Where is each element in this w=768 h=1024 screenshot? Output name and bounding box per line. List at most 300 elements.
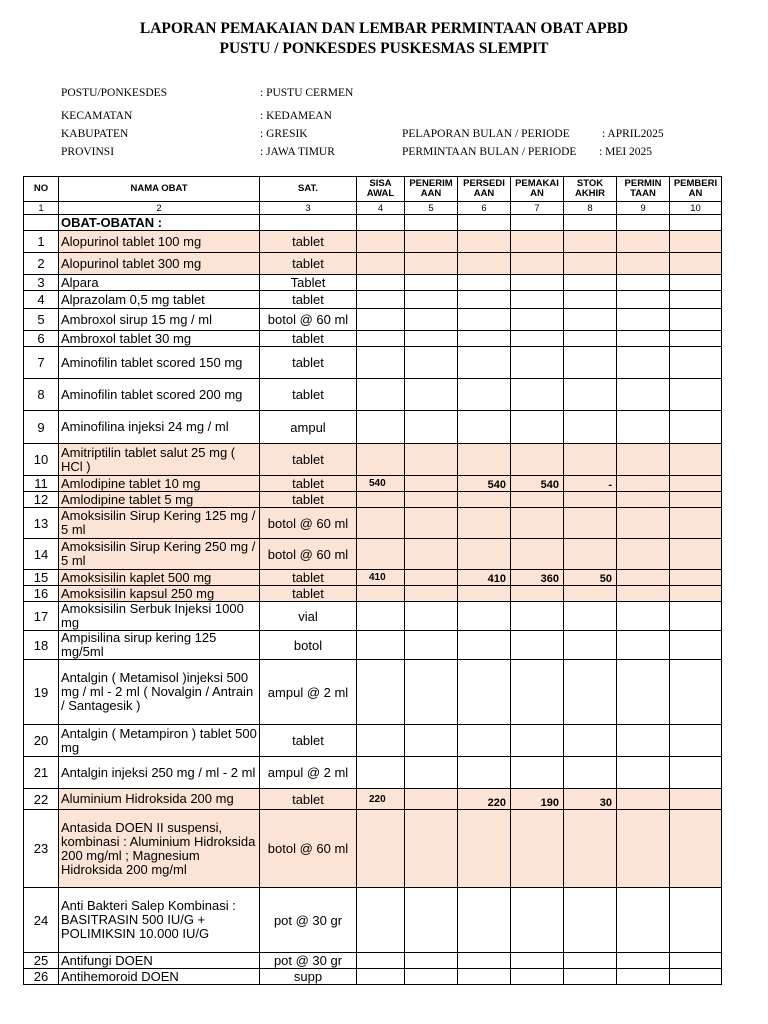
cell-persediaan: [458, 810, 511, 888]
cell-pemakaian: [511, 810, 564, 888]
cell-pemakaian: [511, 725, 564, 757]
column-number: 1: [24, 202, 59, 215]
pelaporan-value: : APRIL2025: [602, 128, 664, 140]
cell-penerimaan: [405, 757, 458, 789]
drug-name: Ampisilina sirup kering 125 mg/5ml: [59, 631, 260, 660]
cell-penerimaan: [405, 253, 458, 275]
cell-permintaan: [617, 309, 670, 331]
table-row: [24, 476, 722, 492]
cell-penerimaan: [405, 969, 458, 985]
cell-pemberian: [670, 492, 722, 508]
table-row: [24, 253, 722, 275]
cell-persediaan: [458, 586, 511, 602]
cell-penerimaan: [405, 631, 458, 660]
cell-stok: [564, 953, 617, 969]
drug-unit: tablet: [260, 253, 357, 275]
cell-persediaan: [458, 660, 511, 725]
cell-permintaan: [617, 291, 670, 309]
cell-sisa: [357, 411, 405, 444]
cell-penerimaan: [405, 291, 458, 309]
cell-penerimaan: [405, 725, 458, 757]
column-number: 5: [405, 202, 458, 215]
row-number: 3: [24, 275, 59, 291]
cell-persediaan: [458, 331, 511, 347]
table-row: [24, 631, 722, 660]
cell-stok: [564, 331, 617, 347]
cell-stok: [564, 231, 617, 253]
cell-sisa: [357, 631, 405, 660]
cell-penerimaan: [405, 444, 458, 476]
cell-permintaan: [617, 631, 670, 660]
column-number: 7: [511, 202, 564, 215]
cell-permintaan: [617, 969, 670, 985]
cell-persediaan: 540: [458, 476, 511, 492]
cell-pemberian: [670, 508, 722, 539]
cell-penerimaan: [405, 309, 458, 331]
drug-unit: tablet: [260, 570, 357, 586]
cell-permintaan: [617, 275, 670, 291]
row-number: 13: [24, 508, 59, 539]
cell-permintaan: [617, 253, 670, 275]
cell-penerimaan: [405, 347, 458, 379]
drug-unit: ampul @ 2 ml: [260, 757, 357, 789]
header-sisa-awal: SISA AWAL: [357, 177, 405, 202]
cell-penerimaan: [405, 660, 458, 725]
drug-unit: Tablet: [260, 275, 357, 291]
column-number: 4: [357, 202, 405, 215]
cell-stok: [564, 291, 617, 309]
row-number: 20: [24, 725, 59, 757]
cell-pemberian: [670, 789, 722, 810]
cell-pemberian: [670, 570, 722, 586]
cell-permintaan: [617, 492, 670, 508]
cell-permintaan: [617, 810, 670, 888]
cell-pemakaian: [511, 379, 564, 411]
cell-pemakaian: [511, 275, 564, 291]
cell-stok: [564, 444, 617, 476]
drug-name: Anti Bakteri Salep Kombinasi : BASITRASIN 500 IU/G + POLIMIKSIN 10.000 IU/G: [59, 888, 260, 953]
cell-pemberian: [670, 347, 722, 379]
drug-name: Amoksisilin Sirup Kering 250 mg / 5 ml: [59, 539, 260, 570]
table-row: [24, 508, 722, 539]
cell-sisa: [357, 231, 405, 253]
cell-pemberian: [670, 725, 722, 757]
cell-sisa: [357, 331, 405, 347]
cell-penerimaan: [405, 586, 458, 602]
cell-permintaan: [617, 476, 670, 492]
cell-sisa: [357, 725, 405, 757]
column-number: 6: [458, 202, 511, 215]
cell-persediaan: [458, 602, 511, 631]
cell-pemakaian: [511, 253, 564, 275]
drug-unit: pot @ 30 gr: [260, 953, 357, 969]
header-permintaan: PERMIN TAAN: [617, 177, 670, 202]
drug-unit: tablet: [260, 291, 357, 309]
cell-penerimaan: [405, 379, 458, 411]
drug-name: Antihemoroid DOEN: [59, 969, 260, 985]
cell-sisa: [357, 586, 405, 602]
row-number: 2: [24, 253, 59, 275]
row-number: 21: [24, 757, 59, 789]
table-row: [24, 602, 722, 631]
drug-unit: tablet: [260, 231, 357, 253]
cell-persediaan: 410: [458, 570, 511, 586]
cell-pemberian: [670, 476, 722, 492]
drug-unit: tablet: [260, 492, 357, 508]
drug-table: [23, 176, 722, 985]
row-number: 17: [24, 602, 59, 631]
table-row: [24, 757, 722, 789]
cell-pemakaian: [511, 309, 564, 331]
drug-unit: pot @ 30 gr: [260, 888, 357, 953]
row-number: 7: [24, 347, 59, 379]
cell-persediaan: [458, 508, 511, 539]
cell-persediaan: [458, 291, 511, 309]
row-number: 24: [24, 888, 59, 953]
cell-pemakaian: [511, 444, 564, 476]
drug-name: Antalgin injeksi 250 mg / ml - 2 ml: [59, 757, 260, 789]
drug-name: Antalgin ( Metampiron ) tablet 500 mg: [59, 725, 260, 757]
cell-penerimaan: [405, 476, 458, 492]
drug-name: Alopurinol tablet 300 mg: [59, 253, 260, 275]
cell-pemakaian: [511, 331, 564, 347]
cell-permintaan: [617, 379, 670, 411]
drug-unit: botol @ 60 ml: [260, 810, 357, 888]
cell-pemberian: [670, 888, 722, 953]
column-number: 10: [670, 202, 722, 215]
row-number: 19: [24, 660, 59, 725]
cell-pemakaian: [511, 347, 564, 379]
cell-stok: [564, 309, 617, 331]
cell-pemberian: [670, 379, 722, 411]
drug-name: Amoksisilin Sirup Kering 125 mg / 5 ml: [59, 508, 260, 539]
drug-name: Antalgin ( Metamisol )injeksi 500 mg / ml - 2 ml ( Novalgin / Antrain / Santagesik ): [59, 660, 260, 725]
drug-name: Aminofilin tablet scored 200 mg: [59, 379, 260, 411]
cell-stok: [564, 757, 617, 789]
table-row: [24, 586, 722, 602]
drug-unit: botol @ 60 ml: [260, 539, 357, 570]
table-row: [24, 492, 722, 508]
cell-persediaan: [458, 231, 511, 253]
drug-name: Antifungi DOEN: [59, 953, 260, 969]
cell-stok: [564, 586, 617, 602]
cell-permintaan: [617, 586, 670, 602]
kabupaten-value: : GRESIK: [260, 128, 308, 140]
row-number: 8: [24, 379, 59, 411]
row-number: 9: [24, 411, 59, 444]
report-title-line-1: LAPORAN PEMAKAIAN DAN LEMBAR PERMINTAAN OBAT APBD: [139, 20, 629, 37]
cell-stok: [564, 969, 617, 985]
cell-pemakaian: 360: [511, 570, 564, 586]
cell-penerimaan: [405, 331, 458, 347]
drug-unit: ampul @ 2 ml: [260, 660, 357, 725]
cell-pemberian: [670, 444, 722, 476]
header-nama-obat: NAMA OBAT: [59, 177, 260, 202]
column-number: 9: [617, 202, 670, 215]
drug-name: Aminofilin tablet scored 150 mg: [59, 347, 260, 379]
column-number: 2: [59, 202, 260, 215]
row-number: 12: [24, 492, 59, 508]
cell-penerimaan: [405, 953, 458, 969]
cell-sisa: [357, 888, 405, 953]
cell-penerimaan: [405, 810, 458, 888]
drug-unit: vial: [260, 602, 357, 631]
cell-persediaan: [458, 411, 511, 444]
drug-name: Amlodipine tablet 5 mg: [59, 492, 260, 508]
cell-stok: [564, 631, 617, 660]
cell-persediaan: [458, 492, 511, 508]
header-satuan: SAT.: [260, 177, 357, 202]
cell-pemakaian: 190: [511, 789, 564, 810]
table-row: [24, 969, 722, 985]
cell-stok: [564, 253, 617, 275]
cell-pemakaian: [511, 602, 564, 631]
section-title: OBAT-OBATAN :: [59, 215, 260, 231]
postu-label: POSTU/PONKESDES: [61, 87, 168, 99]
cell-penerimaan: [405, 492, 458, 508]
cell-pemberian: [670, 275, 722, 291]
table-row: [24, 539, 722, 570]
cell-sisa: 410: [357, 570, 405, 586]
table-row: [24, 953, 722, 969]
table-row: [24, 810, 722, 888]
cell-penerimaan: [405, 539, 458, 570]
table-row: [24, 660, 722, 725]
cell-stok: 50: [564, 570, 617, 586]
table-header-row: [24, 177, 722, 202]
cell-sisa: [357, 508, 405, 539]
cell-persediaan: [458, 888, 511, 953]
cell-permintaan: [617, 660, 670, 725]
cell-stok: [564, 725, 617, 757]
drug-name: Aluminium Hidroksida 200 mg: [59, 789, 260, 810]
table-row: [24, 888, 722, 953]
row-number: 23: [24, 810, 59, 888]
cell-permintaan: [617, 888, 670, 953]
row-number: 15: [24, 570, 59, 586]
cell-penerimaan: [405, 508, 458, 539]
cell-pemakaian: [511, 411, 564, 444]
cell-persediaan: [458, 631, 511, 660]
table-row: [24, 789, 722, 810]
row-number: 25: [24, 953, 59, 969]
cell-penerimaan: [405, 231, 458, 253]
cell-sisa: [357, 347, 405, 379]
drug-unit: tablet: [260, 789, 357, 810]
cell-pemakaian: [511, 492, 564, 508]
cell-pemakaian: [511, 539, 564, 570]
cell-sisa: 540: [357, 476, 405, 492]
cell-permintaan: [617, 411, 670, 444]
cell-pemakaian: [511, 757, 564, 789]
drug-name: Alopurinol tablet 100 mg: [59, 231, 260, 253]
cell-pemakaian: [511, 953, 564, 969]
table-row: [24, 411, 722, 444]
row-number: 5: [24, 309, 59, 331]
cell-pemakaian: 540: [511, 476, 564, 492]
cell-permintaan: [617, 231, 670, 253]
cell-pemberian: [670, 539, 722, 570]
table-row: [24, 379, 722, 411]
cell-pemberian: [670, 810, 722, 888]
drug-name: Alprazolam 0,5 mg tablet: [59, 291, 260, 309]
table-row: [24, 291, 722, 309]
cell-pemberian: [670, 953, 722, 969]
cell-pemakaian: [511, 586, 564, 602]
cell-persediaan: [458, 757, 511, 789]
drug-unit: tablet: [260, 476, 357, 492]
pelaporan-label: PELAPORAN BULAN / PERIODE: [402, 128, 570, 140]
cell-pemberian: [670, 231, 722, 253]
cell-pemberian: [670, 253, 722, 275]
drug-name: Alpara: [59, 275, 260, 291]
row-number: 14: [24, 539, 59, 570]
cell-sisa: [357, 444, 405, 476]
drug-name: Amlodipine tablet 10 mg: [59, 476, 260, 492]
drug-unit: ampul: [260, 411, 357, 444]
row-number: 11: [24, 476, 59, 492]
cell-penerimaan: [405, 275, 458, 291]
permintaan-value: : MEI 2025: [599, 146, 653, 158]
cell-stok: 30: [564, 789, 617, 810]
cell-penerimaan: [405, 570, 458, 586]
drug-name: Amoksisilin kaplet 500 mg: [59, 570, 260, 586]
cell-sisa: [357, 492, 405, 508]
report-title-line-2: PUSTU / PONKESDES PUSKESMAS SLEMPIT: [219, 40, 549, 57]
header-stok-akhir: STOK AKHIR: [564, 177, 617, 202]
row-number: 16: [24, 586, 59, 602]
drug-unit: tablet: [260, 331, 357, 347]
cell-sisa: [357, 969, 405, 985]
row-number: 26: [24, 969, 59, 985]
cell-persediaan: [458, 725, 511, 757]
cell-persediaan: [458, 309, 511, 331]
cell-sisa: [357, 275, 405, 291]
provinsi-value: : JAWA TIMUR: [260, 146, 335, 158]
cell-persediaan: [458, 275, 511, 291]
cell-stok: [564, 539, 617, 570]
cell-permintaan: [617, 602, 670, 631]
table-row: [24, 309, 722, 331]
drug-unit: botol @ 60 ml: [260, 508, 357, 539]
kecamatan-label: KECAMATAN: [61, 110, 133, 122]
cell-stok: [564, 347, 617, 379]
permintaan-label: PERMINTAAN BULAN / PERIODE: [402, 146, 577, 158]
provinsi-label: PROVINSI: [61, 146, 115, 158]
cell-stok: [564, 508, 617, 539]
cell-pemberian: [670, 586, 722, 602]
cell-persediaan: [458, 539, 511, 570]
cell-permintaan: [617, 539, 670, 570]
header-pemberian: PEMBERI AN: [670, 177, 722, 202]
cell-stok: [564, 660, 617, 725]
cell-persediaan: [458, 953, 511, 969]
cell-persediaan: [458, 969, 511, 985]
cell-permintaan: [617, 725, 670, 757]
cell-pemberian: [670, 309, 722, 331]
cell-permintaan: [617, 444, 670, 476]
cell-penerimaan: [405, 411, 458, 444]
drug-name: Amoksisilin Serbuk Injeksi 1000 mg: [59, 602, 260, 631]
cell-stok: -: [564, 476, 617, 492]
header-persediaan: PERSEDI AAN: [458, 177, 511, 202]
cell-sisa: [357, 953, 405, 969]
cell-sisa: [357, 253, 405, 275]
drug-name: Ambroxol tablet 30 mg: [59, 331, 260, 347]
row-number: 4: [24, 291, 59, 309]
row-number: 6: [24, 331, 59, 347]
cell-persediaan: [458, 444, 511, 476]
drug-unit: tablet: [260, 379, 357, 411]
cell-penerimaan: [405, 888, 458, 953]
cell-pemberian: [670, 757, 722, 789]
table-row: [24, 725, 722, 757]
cell-sisa: [357, 602, 405, 631]
cell-stok: [564, 602, 617, 631]
cell-pemakaian: [511, 888, 564, 953]
header-no: NO: [24, 177, 59, 202]
row-number: 10: [24, 444, 59, 476]
table-row: [24, 231, 722, 253]
drug-unit: tablet: [260, 586, 357, 602]
cell-pemberian: [670, 331, 722, 347]
cell-permintaan: [617, 757, 670, 789]
drug-name: Ambroxol sirup 15 mg / ml: [59, 309, 260, 331]
table-row: [24, 570, 722, 586]
row-number: 18: [24, 631, 59, 660]
drug-unit: tablet: [260, 444, 357, 476]
cell-permintaan: [617, 570, 670, 586]
cell-sisa: 220: [357, 789, 405, 810]
cell-stok: [564, 379, 617, 411]
cell-pemakaian: [511, 231, 564, 253]
cell-permintaan: [617, 331, 670, 347]
drug-unit: tablet: [260, 725, 357, 757]
cell-pemakaian: [511, 291, 564, 309]
cell-sisa: [357, 291, 405, 309]
cell-penerimaan: [405, 602, 458, 631]
column-number: 3: [260, 202, 357, 215]
cell-pemberian: [670, 602, 722, 631]
header-pemakaian: PEMAKAI AN: [511, 177, 564, 202]
cell-pemberian: [670, 631, 722, 660]
cell-stok: [564, 810, 617, 888]
drug-name: Aminofilina injeksi 24 mg / ml: [59, 411, 260, 444]
cell-permintaan: [617, 508, 670, 539]
cell-pemberian: [670, 411, 722, 444]
cell-sisa: [357, 309, 405, 331]
cell-pemberian: [670, 291, 722, 309]
cell-permintaan: [617, 347, 670, 379]
cell-persediaan: [458, 379, 511, 411]
table-row: [24, 444, 722, 476]
postu-value: : PUSTU CERMEN: [260, 87, 354, 99]
column-number-row: [24, 202, 722, 215]
cell-sisa: [357, 539, 405, 570]
cell-pemakaian: [511, 508, 564, 539]
drug-name: Antasida DOEN II suspensi, kombinasi : Aluminium Hidroksida 200 mg/ml ; Magnesium Hidroksida 200 mg/ml: [59, 810, 260, 888]
row-number: 1: [24, 231, 59, 253]
cell-stok: [564, 888, 617, 953]
cell-sisa: [357, 757, 405, 789]
column-number: 8: [564, 202, 617, 215]
drug-unit: supp: [260, 969, 357, 985]
cell-sisa: [357, 660, 405, 725]
drug-unit: tablet: [260, 347, 357, 379]
table-row: [24, 347, 722, 379]
cell-pemakaian: [511, 660, 564, 725]
drug-unit: botol @ 60 ml: [260, 309, 357, 331]
